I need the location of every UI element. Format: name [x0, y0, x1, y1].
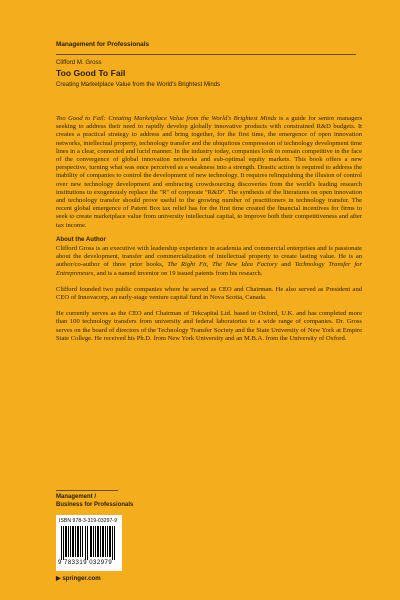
category-rule	[56, 490, 118, 491]
about-paragraph-3: He currently serves as the CEO and Chairman of Tekcapital Ltd. based in Oxford, U.K. and has completed more than 100 technology transfers from university and federal laboratories to a wide range of companies. Dr. Gross serves on the board of directors of the Technology Transfer Society and the State University of New York at Empire State College. He received his Ph.D. from New York University and an M.B.A. from the University of Oxford.	[56, 310, 362, 342]
isbn-text: ISBN 978-3-319-03297-9	[59, 518, 118, 524]
publisher-url[interactable]	[56, 575, 101, 582]
book-title-italic: Technology Transfer for Entrepreneurs,	[56, 261, 363, 277]
author-name: Clifford M. Gross	[56, 59, 102, 66]
description-body: is a guide for senior managers seeking to address their need to rapidly develop globally innovative products with constrained R&D budgets. It creates a practical strategy to address and bring together, for the first time, the emergence of open innovation networks, intellectual property, technology transfer and the ubiquitous compression of technology development time lines in a clear, connected and lucid manner. In the industry today, companies look to remain competitive in the face of the convergence of global innovation networks and sub-optimal equity markets. This book offers a new perspective, turning what was once perceived as a weakness into a strength. Drastic action is required to address the inability of companies to control the development of new technology. It requires relinquishing the illusion of control over new technology development and embracing crowdsourcing discoveries from the world's leading research institutions to exogenously replace the "R" of corporate "R&D". The synthesis of the literatures on open innovation and technology transfer should prove useful to the growing number of practitioners in technology transfer. The recent global emergence of Patent Box tax relief has for the first time created the financial incentives for firms to seek to create marketplace value from university intellectual capital, to improve both their competitiveness and after tax income.	[56, 115, 362, 229]
about-paragraph-1	[56, 245, 362, 278]
description-lead-title: Too Good to Fail: Creating Marketplace Value from the World's Brightest Minds	[56, 115, 277, 122]
category-line-2: Business for Professionals	[56, 502, 134, 508]
about-p1-and: and	[277, 261, 295, 269]
barcode-bars	[61, 526, 117, 560]
category-label	[56, 493, 133, 509]
header-rule	[56, 54, 356, 55]
back-cover-text	[56, 115, 362, 343]
book-titles-italic: The Right Fit, The New Idea Factory	[167, 261, 278, 269]
book-title: Too Good To Fail	[56, 68, 126, 78]
arrow-icon: ▶	[56, 575, 61, 582]
about-p1-text: Clifford Gross is an executive with leadership experience in academia and commercial enterprises and is passionate about the development, transfer and commercialization of intellectual property to create lasting value. He is an author/co-author of three prior books,	[56, 245, 362, 269]
description-paragraph	[56, 115, 362, 230]
barcode	[56, 515, 122, 571]
series-name: Management for Professionals	[56, 41, 150, 48]
about-author-heading: About the Author	[56, 235, 106, 243]
book-subtitle: Creating Marketplace Value from the World's Brightest Minds	[56, 81, 221, 88]
about-paragraph-2: Clifford founded two public companies where he served as CEO and Chairman. He also served as President and CEO of Innovacorp, an early-stage venture capital fund in Nova Scotia, Canada.	[56, 285, 362, 302]
publisher-url-text: springer.com	[62, 575, 101, 582]
category-line-1: Management /	[56, 494, 97, 500]
barcode-number: 9 783319 032979	[58, 560, 113, 566]
about-p1-end: and is a named inventor on 19 issued patents from his research.	[94, 269, 263, 277]
